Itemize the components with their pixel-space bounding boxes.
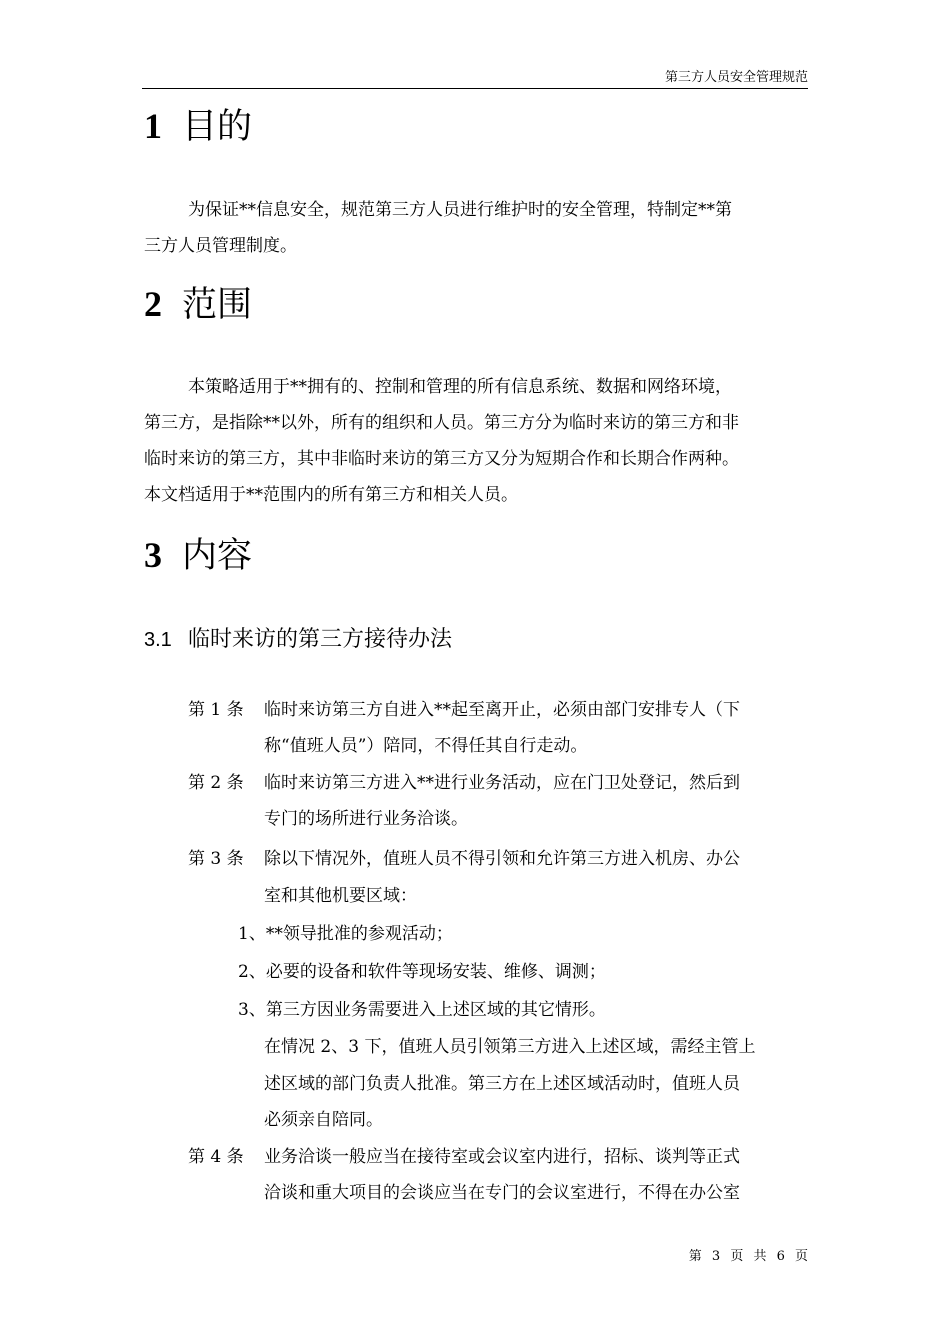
- list-item: 2、必要的设备和软件等现场安装、维修、调测；: [238, 962, 606, 982]
- article-line: 临时来访第三方自进入**起至离开止，必须由部门安排专人（下: [264, 700, 740, 720]
- paragraph-line: 本文档适用于**范围内的所有第三方和相关人员。: [144, 485, 518, 505]
- paragraph-line: 第三方，是指除**以外，所有的组织和人员。第三方分为临时来访的第三方和非: [144, 413, 739, 433]
- paragraph-line: 临时来访的第三方，其中非临时来访的第三方又分为短期合作和长期合作两种。: [144, 449, 739, 469]
- article-label: 第 4 条: [188, 1147, 244, 1167]
- article-label: 第 2 条: [188, 773, 244, 793]
- article-line: 专门的场所进行业务洽谈。: [264, 809, 468, 829]
- subsection-3-1-heading: [144, 623, 452, 657]
- paragraph-line: 三方人员管理制度。: [144, 236, 297, 256]
- section-number: 1: [144, 106, 162, 146]
- section-2-heading: [144, 279, 252, 329]
- list-item: 1、**领导批准的参观活动；: [238, 924, 453, 944]
- header-rule: [142, 88, 808, 89]
- article-line: 业务洽谈一般应当在接待室或会议室内进行，招标、谈判等正式: [264, 1147, 740, 1167]
- list-item: 3、第三方因业务需要进入上述区域的其它情形。: [238, 1000, 606, 1020]
- section-1-heading: [144, 101, 252, 151]
- article-line: 洽谈和重大项目的会谈应当在专门的会议室进行，不得在办公室: [264, 1183, 740, 1203]
- running-header: 第三方人员安全管理规范: [664, 70, 808, 85]
- page-number: 第 3 页 共 6 页: [688, 1249, 808, 1264]
- article-label: 第 3 条: [188, 849, 244, 869]
- article-line: 室和其他机要区域：: [264, 886, 417, 906]
- section-title: 内容: [182, 536, 253, 576]
- article-line: 临时来访第三方进入**进行业务活动，应在门卫处登记，然后到: [264, 773, 740, 793]
- article-line: 除以下情况外，值班人员不得引领和允许第三方进入机房、办公: [264, 849, 740, 869]
- article-note-line: 述区域的部门负责人批准。第三方在上述区域活动时，值班人员: [264, 1074, 740, 1094]
- article-note-line: 在情况 2、3 下，值班人员引领第三方进入上述区域，需经主管上: [264, 1037, 756, 1057]
- section-number: 2: [144, 284, 162, 324]
- article-note-line: 必须亲自陪同。: [264, 1110, 383, 1130]
- article-label: 第 1 条: [188, 700, 244, 720]
- section-number: 3: [144, 535, 162, 575]
- paragraph-line: 本策略适用于**拥有的、控制和管理的所有信息系统、数据和网络环境，: [188, 377, 732, 397]
- section-3-heading: [144, 530, 252, 580]
- section-title: 范围: [182, 285, 253, 325]
- subsection-number: 3.1: [144, 629, 172, 651]
- paragraph-line: 为保证**信息安全，规范第三方人员进行维护时的安全管理，特制定**第: [188, 200, 732, 220]
- subsection-title: 临时来访的第三方接待办法: [188, 627, 453, 652]
- article-line: 称“值班人员”）陪同，不得任其自行走动。: [264, 736, 588, 756]
- section-title: 目的: [182, 107, 253, 147]
